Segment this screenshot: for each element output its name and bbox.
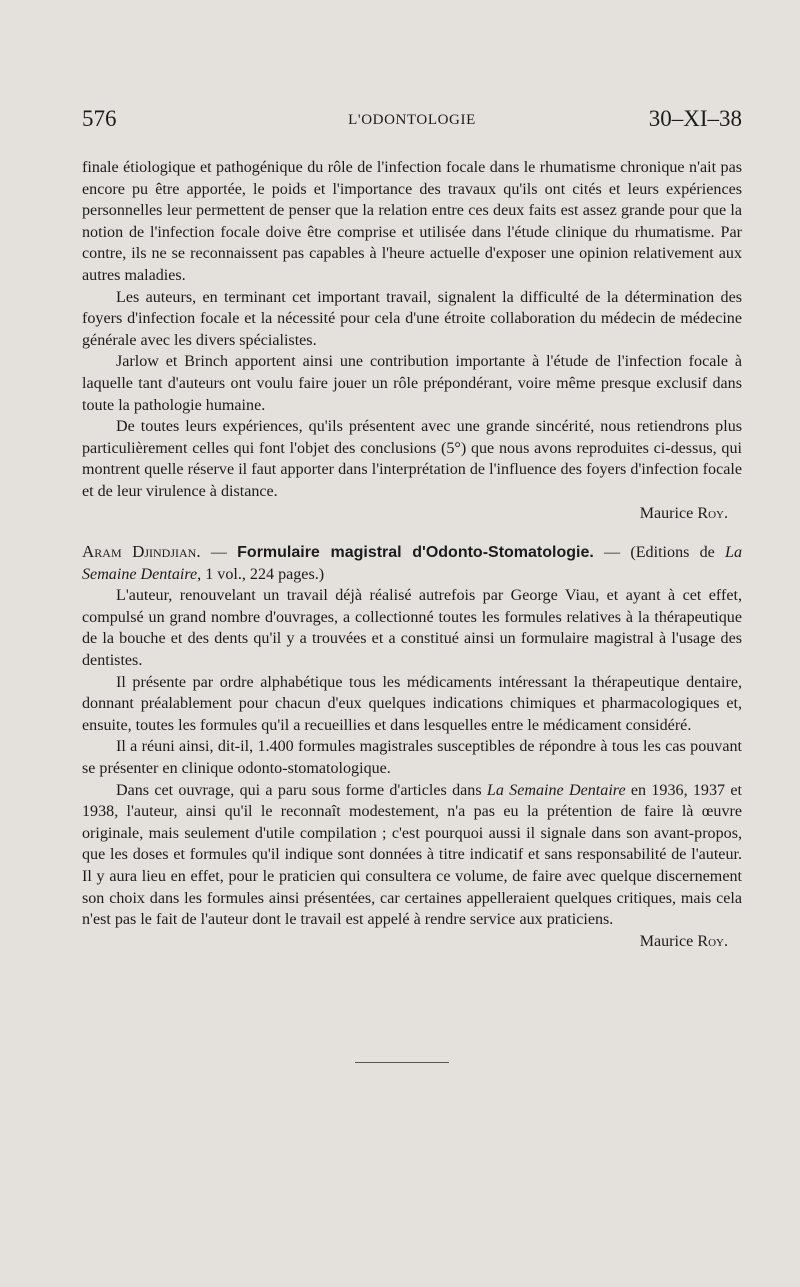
review-author: Aram Djindjian.: [82, 542, 201, 562]
signature: [82, 503, 742, 525]
paragraph: [82, 780, 742, 931]
journal-name: La Semaine Dentaire: [486, 781, 626, 799]
body-text: [82, 157, 742, 952]
book-review: [82, 541, 742, 952]
paragraph: L'auteur, renouvelant un travail déjà réalisé autrefois par George Viau, et ayant à cet effet, compulsé un grand nombre d'ouvrages, a collectionné toutes les formules relatives à la thérapeutique de la bouche et des dents qu'il y a trouvées et a constitué ainsi un formulaire magistral à l'usage des dentistes.: [82, 587, 742, 670]
review-heading: [82, 541, 742, 585]
publication-pre: — (Editions de: [593, 544, 726, 562]
paragraph-rest: en 1936, 1937 et 1938, l'auteur, ainsi qu'il le reconnaît modestement, n'a pas eu la prétention de faire là œuvre originale, mais seulement d'utile compilation ; c'est pourquoi aussi il signale dans son avant-propos, que les doses et formules qu'il indique sont données à titre indicatif et sans responsabilité de l'auteur. Il y aura lieu en effet, pour le praticien qui consultera ce volume, de faire avec quelque discernement son choix dans les formules ainsi présentées, car certaines appelleraient quelques critiques, mais cela n'est pas le fait de l'auteur dont le travail est appelé à rendre service aux praticiens.: [82, 781, 742, 929]
signature-last-name: Roy.: [697, 504, 728, 522]
heading-dash: —: [200, 544, 238, 562]
signature-first-name: Maurice: [639, 504, 694, 522]
signature-last-name: Roy.: [697, 932, 728, 950]
paragraph-start: Dans cet ouvrage, qui a paru sous forme d'articles dans: [116, 781, 487, 799]
book-title: Formulaire magistral d'Odonto-Stomatologie.: [237, 544, 594, 562]
end-rule: [355, 1062, 449, 1063]
publication-post: , 1 vol., 224 pages.): [197, 565, 325, 583]
paragraph: finale étiologique et pathogénique du rôle de l'infection focale dans le rhumatisme chronique n'ait pas encore pu être apportée, le poids et l'importance des travaux qu'ils ont cités et leurs expériences personnelles leur permettent de penser que la relation entre ces deux faits est assez grande pour que la notion de l'infection focale doive être comprise et utilisée dans l'étude clinique du rhumatisme. Par contre, ils ne se reconnaissent pas capables à l'heure actuelle d'exposer une opinion relativement aux autres maladies.: [82, 159, 742, 284]
issue-date: 30–XI–38: [648, 106, 742, 131]
paragraph: Les auteurs, en terminant cet important travail, signalent la difficulté de la détermination des foyers d'infection focale et la nécessité pour cela d'une étroite collaboration du médecin de médecine générale avec les divers spécialistes.: [82, 288, 742, 349]
paragraph: De toutes leurs expériences, qu'ils présentent avec une grande sincérité, nous retiendrons plus particulièrement celles qui font l'objet des conclusions (5°) que nous avons reproduites ci-dessus, qui montrent quelle réserve il faut apporter dans l'interprétation de l'influence des foyers d'infection focale et de leur virulence à distance.: [82, 418, 742, 500]
running-title: L'ODONTOLOGIE: [348, 112, 476, 128]
paragraph: Il présente par ordre alphabétique tous les médicaments intéressant la thérapeutique dentaire, donnant préalablement pour chacun d'eux quelques indications chimiques et pharmacologiques et, ensuite, toutes les formules qu'il a recueillies et dans lesquelles entre le médicament considéré.: [82, 673, 742, 734]
page-header: [82, 106, 742, 140]
page-number: 576: [82, 106, 117, 131]
paragraph: Jarlow et Brinch apportent ainsi une contribution importante à l'étude de l'infection focale à laquelle tant d'auteurs ont voulu faire jouer un rôle prépondérant, voire même presque exclusif dans toute la pathologie humaine.: [82, 353, 742, 414]
paragraph: Il a réuni ainsi, dit-il, 1.400 formules magistrales susceptibles de répondre à tous les cas pouvant se présenter en clinique odonto-stomatologique.: [82, 738, 742, 778]
publisher: La Semaine Dentaire: [82, 544, 743, 583]
signature: [82, 931, 742, 953]
signature-first-name: Maurice: [639, 932, 694, 950]
